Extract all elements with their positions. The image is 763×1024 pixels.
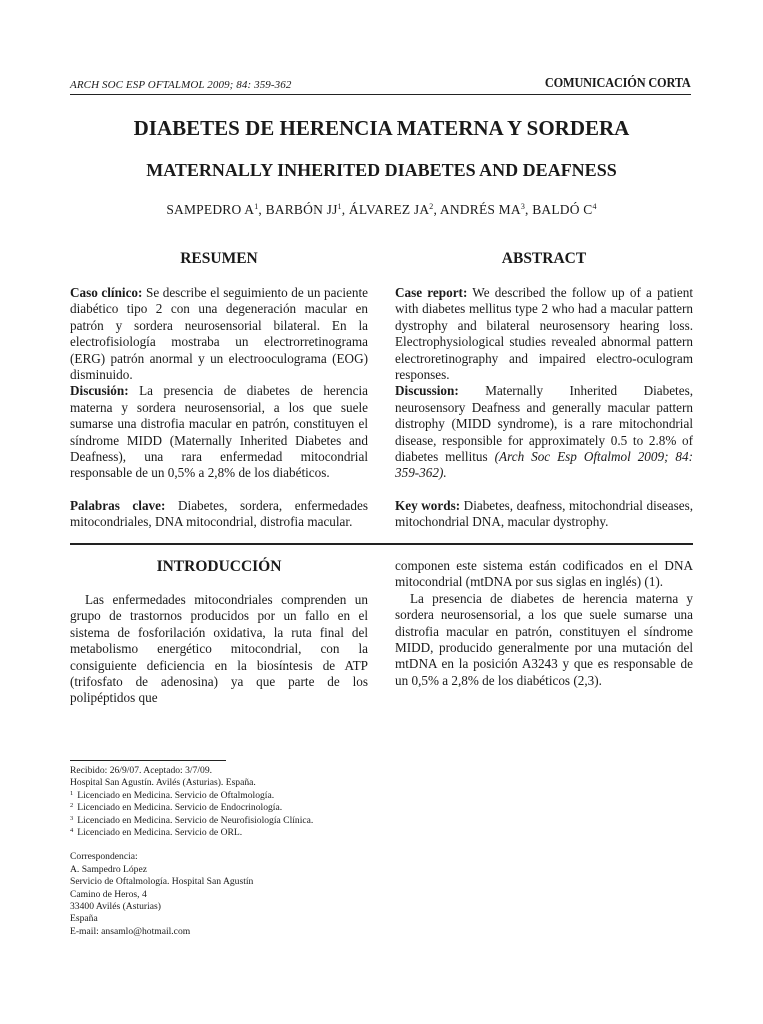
resumen-caso-clinico: Caso clínico: Se describe el seguimiento de un paciente diabético tipo 2 con una degeneración macular en patrón y sordera neurosensorial bilateral. En la electrofisiología mostraba un electrorretinograma (ERG) patrón anormal y un electrooculograma (EOG) disminuido. — [70, 285, 368, 383]
journal-reference: ARCH SOC ESP OFTALMOL 2009; 84: 359-362 — [70, 79, 292, 91]
author: ÁLVAREZ $JA^2$, — [348, 202, 440, 217]
resumen-heading: RESUMEN — [180, 250, 258, 267]
title-spanish: DIABETES DE HERENCIA MATERNA Y SORDERA — [133, 116, 630, 140]
correspondence-line: España — [70, 913, 98, 925]
hospital-affiliation: Hospital San Agustín. Avilés (Asturias). España. — [70, 777, 256, 789]
introduccion-left-column — [70, 592, 368, 707]
author: BARBÓN $JJ^1$, — [265, 202, 349, 217]
resumen-body — [70, 285, 368, 531]
introduccion-right-column — [395, 558, 693, 689]
correspondence-line: Camino de Heros, 4 — [70, 888, 147, 900]
author-list — [0, 202, 763, 218]
correspondence-email: E-mail: ansamlo@hotmail.com — [70, 925, 191, 937]
correspondence-line: Servicio de Oftalmología. Hospital San Agustín — [70, 876, 254, 888]
correspondence-block — [70, 851, 470, 938]
abstract-heading: ABSTRACT — [501, 250, 587, 267]
affiliation-note: $^1$ Licenciado en Medicina. Servicio de Oftalmología. — [70, 789, 275, 801]
section-divider — [70, 543, 693, 545]
abstract-citation: (Arch Soc Esp Oftalmol 2009; 84: 359-362). — [395, 449, 693, 481]
author: SAMPEDRO $A^1$, — [166, 202, 266, 217]
author: BALDÓ $C^4$ — [532, 202, 597, 217]
introduccion-heading: INTRODUCCIÓN — [156, 558, 282, 575]
introduccion-paragraph-2: La presencia de diabetes de herencia materna y sordera neurosensorial, a los que suele sumarse una distrofia macular en patrón, constituyen el síndrome MIDD, producido generalmente por una mutación del mtDNA en la posición A3243 y que es responsable de un 0,5% a 2,8% de los diabéticos (2,3). — [395, 590, 693, 688]
correspondence-line: Correspondencia: — [70, 851, 138, 863]
affiliation-note: $^3$ Licenciado en Medicina. Servicio de Neurofisiología Clínica. — [70, 814, 314, 826]
introduccion-paragraph-1-continued: componen este sistema están codificados en el DNA mitocondrial (mtDNA por sus siglas en inglés) (1). — [395, 558, 693, 590]
footnote-rule — [70, 760, 226, 761]
title-english: MATERNALLY INHERITED DIABETES AND DEAFNESS — [146, 160, 617, 180]
footnotes — [70, 765, 470, 938]
abstract-case-report: Case report: We described the follow up of a patient with diabetes mellitus type 2 who had a macular pattern dystrophy and bilateral neurosensory hearing loss. Electrophysiological studies revealed abnormal pattern electroretinography and impaired electro-oculogram responses. — [395, 285, 693, 383]
abstract-body — [395, 285, 693, 531]
abstract-key-words: Key words: Diabetes, deafness, mitochondrial diseases, mitochondrial DNA, macular dystrophy. — [395, 497, 693, 530]
correspondence-line: A. Sampedro López — [70, 863, 147, 875]
running-head — [70, 76, 691, 95]
article-type-label: COMUNICACIÓN CORTA — [545, 76, 691, 91]
author: ANDRÉS $MA^3$, — [439, 202, 533, 217]
resumen-palabras-clave: Palabras clave: Diabetes, sordera, enfermedades mitocondriales, DNA mitocondrial, distrofia macular. — [70, 497, 368, 530]
affiliation-note: $^4$ Licenciado en Medicina. Servicio de ORL. — [70, 827, 243, 839]
affiliation-note: $^2$ Licenciado en Medicina. Servicio de Endocrinología. — [70, 802, 283, 814]
abstract-discussion: Discussion: Maternally Inherited Diabetes, neurosensory Deafness and generally macular pattern distrophy (MIDD syndrome), is a rare mitochondrial disease, responsible for approximately 0.5 to 2.8% of diabetes mellitus (Arch Soc Esp Oftalmol 2009; 84: 359-362). — [395, 383, 693, 481]
resumen-discusion: Discusión: La presencia de diabetes de herencia materna y sordera neurosensorial, a los que suele sumarse una distrofia macular en patrón, constituyen el síndrome MIDD (Maternally Inherited Diabetes and Deafness), una rara enfermedad mitocondrial responsable de un 0,5% a 2,8% de los diabéticos. — [70, 383, 368, 481]
introduccion-paragraph-1: Las enfermedades mitocondriales comprenden un grupo de trastornos producidos por un fallo en el sistema de fosforilación oxidativa, la ruta final del metabolismo energético mitocondrial, con la consiguiente deficiencia en la biosíntesis de ATP (trifosfato de adenosina) ya que parte de los polipéptidos que — [70, 592, 368, 706]
received-dates: Recibido: 26/9/07. Aceptado: 3/7/09. — [70, 765, 213, 776]
correspondence-line: 33400 Avilés (Asturias) — [70, 901, 161, 913]
